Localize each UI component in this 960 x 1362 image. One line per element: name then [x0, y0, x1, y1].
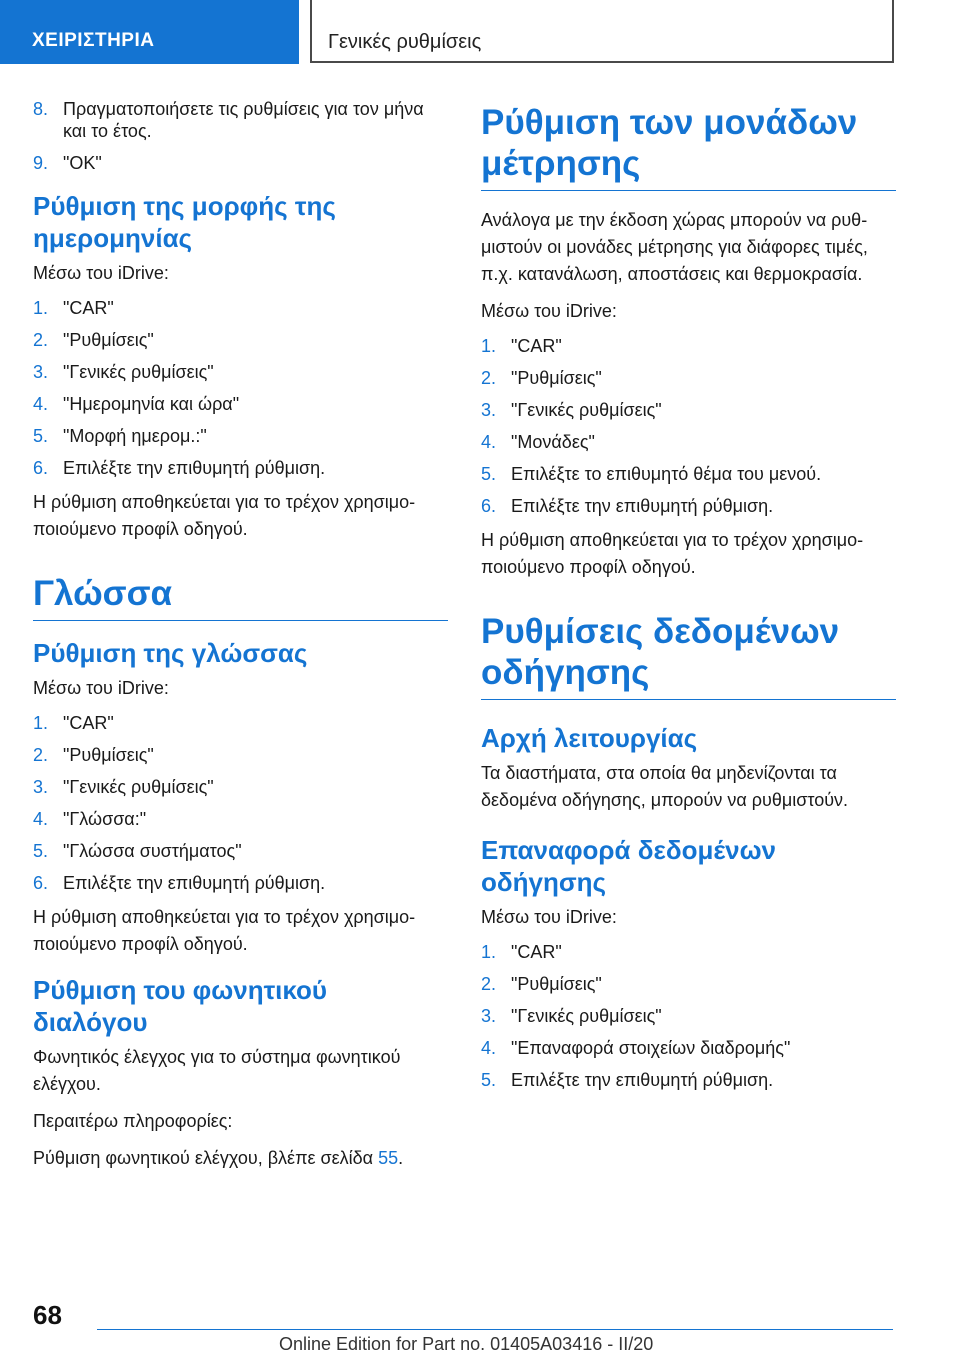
step-number: 5.	[481, 1070, 497, 1090]
step-number: 3.	[481, 400, 497, 420]
step-number: 6.	[33, 458, 49, 478]
step-text: Επιλέξτε την επιθυμητή ρύθμιση.	[63, 873, 326, 893]
list-item	[481, 1005, 896, 1027]
list-item	[33, 425, 448, 447]
units-intro: Μέσω του iDrive:	[481, 301, 617, 321]
list-item	[481, 941, 896, 963]
step-text: "CAR"	[511, 336, 562, 356]
step-number: 6.	[33, 873, 49, 893]
list-item	[481, 973, 896, 995]
units-desc: Ανάλογα με την έκδοση χώρας μπορούν να ρυθμιστούν οι μονάδες μέτρησης για διάφορες τιμές, π.χ. κατανάλωση, αποστάσεις και θερμοκρασία.	[481, 210, 868, 284]
step-number: 1.	[481, 336, 497, 356]
section-title: Γενικές ρυθμίσεις	[328, 31, 482, 53]
voice-title: Ρύθμιση του φωνητικού διαλόγου	[33, 975, 328, 1037]
step-number: 1.	[481, 942, 497, 962]
principle-title: Αρχή λειτουργίας	[481, 723, 698, 753]
step-number: 4.	[33, 809, 49, 829]
step-number: 8.	[33, 99, 49, 119]
step-text: "Ρυθμίσεις"	[511, 368, 602, 388]
language-heading: Γλώσσα	[33, 573, 448, 621]
left-column	[33, 98, 448, 1182]
list-item	[33, 840, 448, 862]
step-text: "Γλώσσα:"	[63, 809, 147, 829]
list-item	[33, 361, 448, 383]
page-number: 68	[33, 1300, 62, 1330]
step-text: "CAR"	[63, 298, 114, 318]
list-item	[33, 393, 448, 415]
reference-text: Ρύθμιση φωνητικού ελέγχου, βλέπε σελίδα	[33, 1148, 379, 1168]
language-note: Η ρύθμιση αποθηκεύεται για το τρέχον χρησιμοποιούμενο προφίλ οδηγού.	[33, 907, 416, 954]
footer-divider	[97, 1329, 893, 1330]
list-item	[481, 431, 896, 453]
list-item	[481, 495, 896, 517]
step-number: 5.	[33, 426, 49, 446]
step-number: 5.	[33, 841, 49, 861]
section-header	[310, 0, 894, 63]
step-text: "Ημερομηνία και ώρα"	[63, 394, 240, 414]
step-number: 3.	[481, 1006, 497, 1026]
step-number: 1.	[33, 298, 49, 318]
list-item	[33, 457, 448, 479]
step-number: 2.	[481, 368, 497, 388]
units-note: Η ρύθμιση αποθηκεύεται για το τρέχον χρησιμοποιούμενο προφίλ οδηγού.	[481, 530, 864, 577]
page-link[interactable]: 55	[378, 1148, 399, 1168]
voice-reference	[33, 1145, 448, 1172]
list-item	[33, 712, 448, 734]
list-item	[33, 744, 448, 766]
language-intro: Μέσω του iDrive:	[33, 678, 169, 698]
step-number: 3.	[33, 362, 49, 382]
voice-desc: Φωνητικός έλεγχος για το σύστημα φωνητικού ελέγχου.	[33, 1047, 401, 1094]
reset-intro: Μέσω του iDrive:	[481, 907, 617, 927]
step-text: "Γενικές ρυθμίσεις"	[511, 400, 662, 420]
step-number: 6.	[481, 496, 497, 516]
step-text: Επιλέξτε την επιθυμητή ρύθμιση.	[511, 496, 774, 516]
list-item	[33, 297, 448, 319]
date-format-title: Ρύθμιση της μορφής της ημερομηνίας	[33, 191, 336, 253]
list-item	[481, 399, 896, 421]
step-text: "Γενικές ρυθμίσεις"	[63, 777, 214, 797]
driving-data-heading: Ρυθμίσεις δεδομένων οδήγησης	[481, 611, 896, 700]
step-number: 2.	[33, 330, 49, 350]
step-text: "CAR"	[511, 942, 562, 962]
list-item	[481, 463, 896, 485]
step-number: 1.	[33, 713, 49, 733]
list-item	[481, 367, 896, 389]
list-item	[481, 1069, 896, 1091]
chapter-tab[interactable]	[0, 0, 299, 64]
step-number: 3.	[33, 777, 49, 797]
step-number: 4.	[481, 1038, 497, 1058]
step-number: 4.	[33, 394, 49, 414]
step-text: Επιλέξτε την επιθυμητή ρύθμιση.	[511, 1070, 774, 1090]
reference-end: .	[398, 1148, 404, 1168]
principle-text: Τα διαστήματα, στα οποία θα μηδενίζονται τα δεδομένα οδήγησης, μπορούν να ρυθμιστούν.	[481, 763, 849, 810]
list-item	[33, 776, 448, 798]
list-item	[33, 808, 448, 830]
step-text: "Ρυθμίσεις"	[63, 745, 154, 765]
step-text: "Γενικές ρυθμίσεις"	[511, 1006, 662, 1026]
list-item	[33, 872, 448, 894]
step-number: 2.	[481, 974, 497, 994]
step-text: Πραγματοποιήσετε τις ρυθμίσεις για τον μήνα και το έτος.	[63, 99, 424, 141]
date-format-intro: Μέσω του iDrive:	[33, 263, 169, 283]
date-format-note: Η ρύθμιση αποθηκεύεται για το τρέχον χρησιμοποιούμενο προφίλ οδηγού.	[33, 492, 416, 539]
step-number: 9.	[33, 153, 49, 173]
step-number: 4.	[481, 432, 497, 452]
step-text: Επιλέξτε το επιθυμητό θέμα του μενού.	[511, 464, 822, 484]
list-item	[481, 1037, 896, 1059]
list-item	[33, 152, 448, 174]
step-text: "Γενικές ρυθμίσεις"	[63, 362, 214, 382]
list-item	[33, 329, 448, 351]
edition-footer: Online Edition for Part no. 01405A03416 - II/20	[279, 1334, 654, 1354]
right-column	[481, 102, 896, 1101]
language-title: Ρύθμιση της γλώσσας	[33, 638, 308, 668]
step-text: "Γλώσσα συστήματος"	[63, 841, 242, 861]
step-text: "Επαναφορά στοιχείων διαδρομής"	[511, 1038, 791, 1058]
units-heading: Ρύθμιση των μονάδων μέτρησης	[481, 102, 896, 191]
step-number: 2.	[33, 745, 49, 765]
step-text: "OK"	[63, 153, 102, 173]
reset-title: Επαναφορά δεδομένων οδήγησης	[481, 835, 777, 897]
step-text: "Ρυθμίσεις"	[63, 330, 154, 350]
step-text: "Μορφή ημερομ.:"	[63, 426, 207, 446]
step-text: "Ρυθμίσεις"	[511, 974, 602, 994]
step-text: "Μονάδες"	[511, 432, 595, 452]
list-item	[33, 98, 448, 142]
list-item	[481, 335, 896, 357]
chapter-tab-label: ΧΕΙΡΙΣΤΗΡΙΑ	[32, 30, 155, 51]
step-text: "CAR"	[63, 713, 114, 733]
voice-more: Περαιτέρω πληροφορίες:	[33, 1111, 233, 1131]
step-number: 5.	[481, 464, 497, 484]
step-text: Επιλέξτε την επιθυμητή ρύθμιση.	[63, 458, 326, 478]
